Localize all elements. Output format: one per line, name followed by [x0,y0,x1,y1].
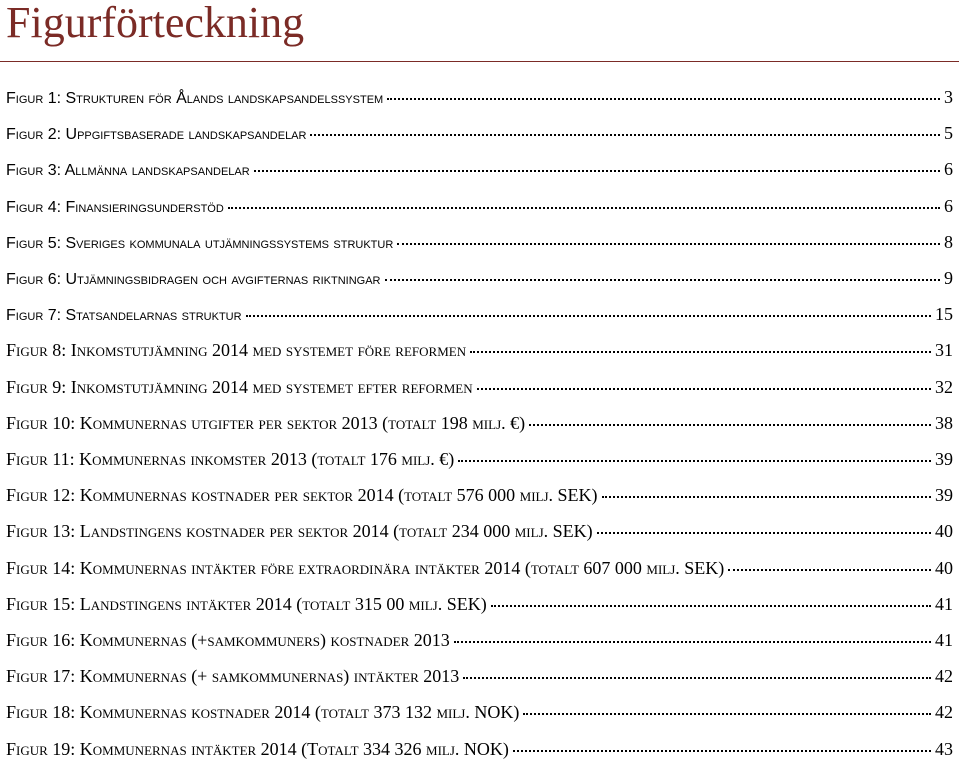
toc-entry[interactable] [6,86,953,108]
toc-entry-title: Figur 19: Kommunernas intäkter 2014 (Totalt 334 326 milj. NOK) [6,739,509,759]
toc-entry[interactable] [6,158,953,180]
toc-entry-page: 6 [944,196,953,216]
toc-entry-page: 15 [935,304,953,324]
dot-leader [523,712,931,715]
dot-leader [397,242,940,245]
toc-entry[interactable] [6,231,953,253]
dot-leader [529,423,931,426]
dot-leader [597,531,931,534]
toc-entry[interactable] [6,376,953,398]
toc-entry[interactable] [6,448,953,470]
toc-entry-title: Figur 9: Inkomstutjämning 2014 med systemet efter reformen [6,377,473,397]
toc-entry-title: Figur 12: Kommunernas kostnader per sektor 2014 (totalt 576 000 milj. SEK) [6,485,598,505]
toc-entry-title: Figur 14: Kommunernas intäkter före extraordinära intäkter 2014 (totalt 607 000 milj. SEK) [6,558,725,578]
toc-entry-title: Figur 1: Strukturen för Ålands landskapsandelssystem [6,90,384,107]
dot-leader [254,169,940,172]
toc-entry-title: Figur 3: Allmänna landskapsandelar [6,162,250,179]
dot-leader [602,495,931,498]
toc-entry[interactable] [6,195,953,217]
toc-entry-title: Figur 16: Kommunernas (+samkommuners) kostnader 2013 [6,630,450,650]
dot-leader [454,640,931,643]
toc-entry[interactable] [6,593,953,615]
dot-leader [491,604,931,607]
dot-leader [728,568,931,571]
toc-entry-title: Figur 11: Kommunernas inkomster 2013 (totalt 176 milj. €) [6,449,455,469]
toc-entry-title: Figur 8: Inkomstutjämning 2014 med systemet före reformen [6,340,467,360]
toc-entry[interactable] [6,412,953,434]
toc-entry-page: 3 [944,87,953,107]
toc-entry-page: 9 [944,268,953,288]
toc-entry-title: Figur 10: Kommunernas utgifter per sektor 2013 (totalt 198 milj. €) [6,413,526,433]
page-title: Figurförteckning [6,0,305,47]
toc-entry-page: 41 [935,630,953,650]
dot-leader [387,97,940,100]
dot-leader [310,133,940,136]
heading-divider [0,61,959,62]
dot-leader [513,749,931,752]
dot-leader [246,314,931,317]
toc-entry-title: Figur 13: Landstingens kostnader per sektor 2014 (totalt 234 000 milj. SEK) [6,521,593,541]
dot-leader [385,278,941,281]
toc-entry[interactable] [6,122,953,144]
toc-entry-page: 39 [935,449,953,469]
toc-entry[interactable] [6,520,953,542]
toc-entry-title: Figur 5: Sveriges kommunala utjämningssystems struktur [6,235,394,252]
toc-entry-page: 39 [935,485,953,505]
toc-entry-title: Figur 2: Uppgiftsbaserade landskapsandelar [6,126,307,143]
dot-leader [477,387,931,390]
dot-leader [463,676,931,679]
toc-entry[interactable] [6,339,953,361]
toc-entry[interactable] [6,303,953,325]
toc-entry-title: Figur 6: Utjämningsbidragen och avgifternas riktningar [6,271,381,288]
dot-leader [458,459,931,462]
toc-entry-title: Figur 4: Finansieringsunderstöd [6,199,224,216]
toc-entry-page: 32 [935,377,953,397]
toc-entry-title: Figur 7: Statsandelarnas struktur [6,307,242,324]
toc-entry-page: 42 [935,702,953,722]
toc-entry-page: 41 [935,594,953,614]
toc-entry[interactable] [6,267,953,289]
toc-entry-title: Figur 18: Kommunernas kostnader 2014 (totalt 373 132 milj. NOK) [6,702,520,722]
toc-entry-page: 40 [935,558,953,578]
toc-entry-title: Figur 17: Kommunernas (+ samkommunernas) intäkter 2013 [6,666,460,686]
toc-entry-page: 5 [944,123,953,143]
toc-entry-page: 8 [944,232,953,252]
dot-leader [470,350,931,353]
toc-entry-page: 40 [935,521,953,541]
toc-entry-title: Figur 15: Landstingens intäkter 2014 (totalt 315 00 milj. SEK) [6,594,487,614]
toc-entry-page: 38 [935,413,953,433]
toc-entry-page: 42 [935,666,953,686]
toc-entry[interactable] [6,484,953,506]
toc-entry[interactable] [6,557,953,579]
toc-entry[interactable] [6,738,953,760]
toc-entry[interactable] [6,665,953,687]
toc-entry-page: 43 [935,739,953,759]
toc-entry-page: 31 [935,340,953,360]
toc-entry[interactable] [6,701,953,723]
dot-leader [228,206,940,209]
toc-entry-page: 6 [944,159,953,179]
toc-entry[interactable] [6,629,953,651]
